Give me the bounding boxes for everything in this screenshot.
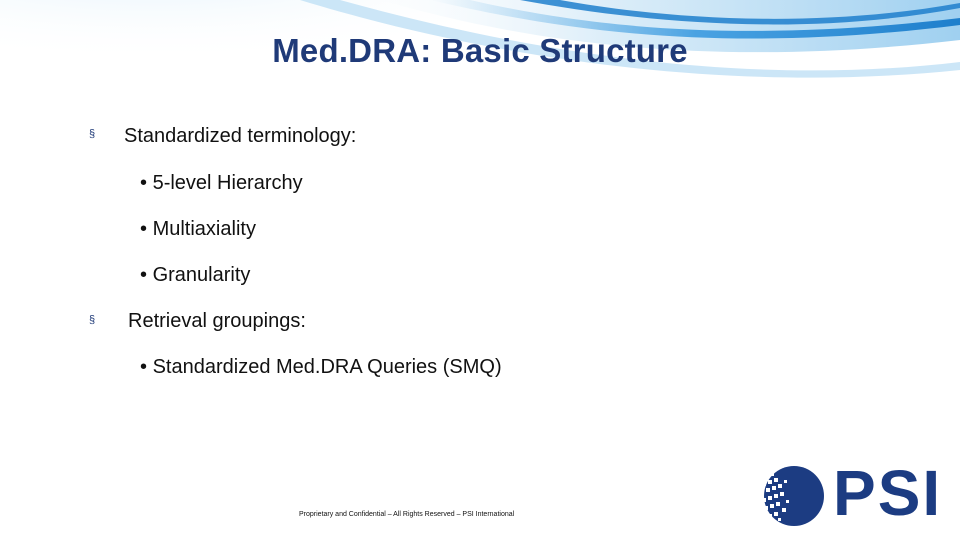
list-item xyxy=(140,172,303,195)
psi-logo xyxy=(758,457,948,529)
section-1-heading: Standardized terminology: xyxy=(124,125,357,147)
list-item-text: Multiaxiality xyxy=(152,218,256,240)
section-1-bullet: § xyxy=(89,128,96,140)
sub-bullet: • xyxy=(140,218,148,240)
footer-confidentiality: Proprietary and Confidential – All Rights Reserved – PSI International xyxy=(299,511,515,518)
section-2-heading: Retrieval groupings: xyxy=(128,310,306,332)
list-item xyxy=(140,218,256,241)
psi-logo-mark-icon xyxy=(758,464,828,530)
list-item-text: Standardized Med.DRA Queries (SMQ) xyxy=(152,356,502,378)
list-item-text: 5-level Hierarchy xyxy=(152,172,303,194)
list-item xyxy=(140,356,502,379)
slide-title: Med.DRA: Basic Structure xyxy=(272,32,688,69)
section-2-bullet: § xyxy=(89,314,96,326)
list-item xyxy=(140,264,250,287)
list-item-text: Granularity xyxy=(152,264,251,286)
sub-bullet: • xyxy=(140,356,148,378)
logo-text: PSI xyxy=(833,457,943,529)
sub-bullet: • xyxy=(140,264,148,286)
sub-bullet: • xyxy=(140,172,148,194)
